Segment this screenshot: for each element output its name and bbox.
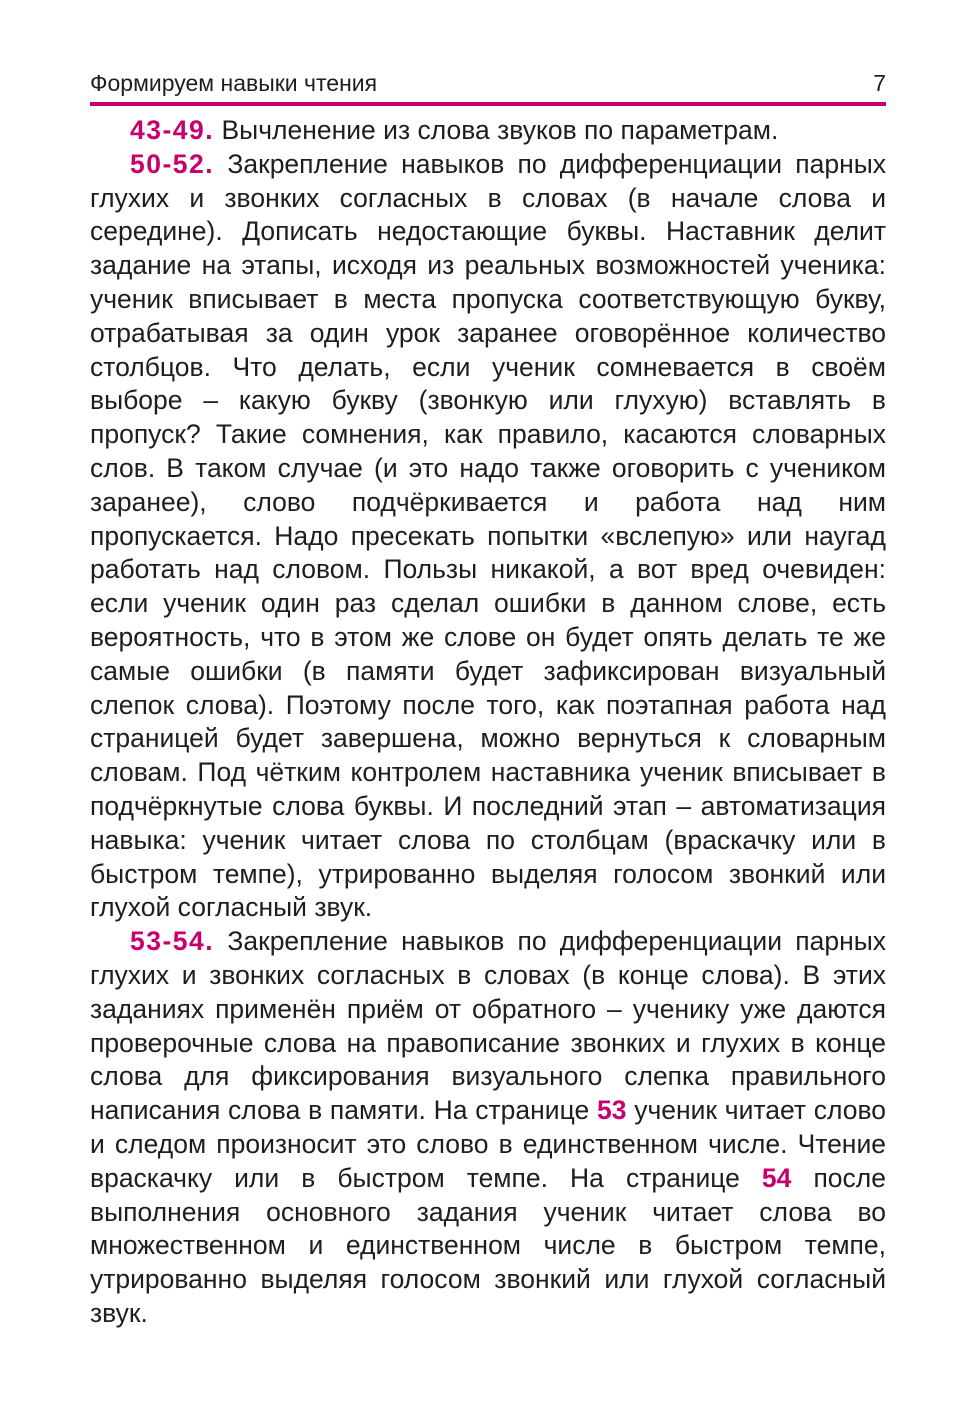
page-body [90,114,886,1331]
section-title: Формируем навыки чтения [90,70,378,96]
page-reference: 53 [596,1095,627,1126]
paragraph-text: Вычленение из слова звуков по параметрам. [214,115,779,145]
page-reference: 54 [761,1162,792,1193]
paragraph-text: Закрепление навыков по дифференциации парных глухих и звонких согласных в словах (в конце слова). В этих заданиях применён приём от обратного – ученику уже даются проверочные слова на правописание звонких и глухих в конце слова для фиксирования визуального слепка правильного написания слова в памяти. На странице [90,926,886,1126]
paragraph-50-52 [90,148,886,925]
task-range-number: 53-54. [130,926,215,957]
paragraph-53-54 [90,925,886,1331]
paragraph-43-49 [90,114,886,148]
paragraph-text: ученик читает слово и следом произносит это слово в единственном числе. Чтение враскачку или в быстром темпе. На странице [90,1095,886,1193]
running-head [90,62,886,98]
header-divider [90,102,886,106]
task-range-number: 50-52. [130,148,215,179]
task-range-number: 43-49. [130,115,215,145]
paragraph-text: Закрепление навыков по дифференциации парных глухих и звонких согласных в словах (в начале слова и середине). Дописать недостающие буквы. Наставник делит задание на этапы, исходя из реальных возможностей ученика: ученик вписывает в места пропуска соответствующую букву, отрабатывая за один урок заранее оговорённое количество столбцов. Что делать, если ученик сомневается в своём выборе – какую букву (звонкую или глухую) вставлять в пропуск? Такие сомнения, как правило, касаются словарных слов. В таком случае (и это надо также оговорить с учеником заранее), слово подчёркивается и работа над ним пропускается. Надо пресекать попытки «вслепую» или наугад работать над словом. Пользы никакой, а вот вред очевиден: если ученик один раз сделал ошибки в данном слове, есть вероятность, что в этом же слове он будет опять делать те же самые ошибки (в памяти будет зафиксирован визуальный слепок слова). Поэтому после того, как поэтапная работа над страницей будет завершена, можно вернуться к словарным словам. Под чётким контролем наставника ученик вписывает в подчёркнутые слова буквы. И последний этап – автоматизация навыка: ученик читает слова по столбцам (враскачку или в быстром темпе), утрированно выделяя голосом звонкий или глухой согласный звук. [90,148,886,923]
page-number: 7 [873,70,886,96]
paragraph-text: после выполнения основного задания ученик читает слова во множественном и единственном числе в быстром темпе, утрированно выделяя голосом звонкий или глухой согласный звук. [90,1162,886,1328]
